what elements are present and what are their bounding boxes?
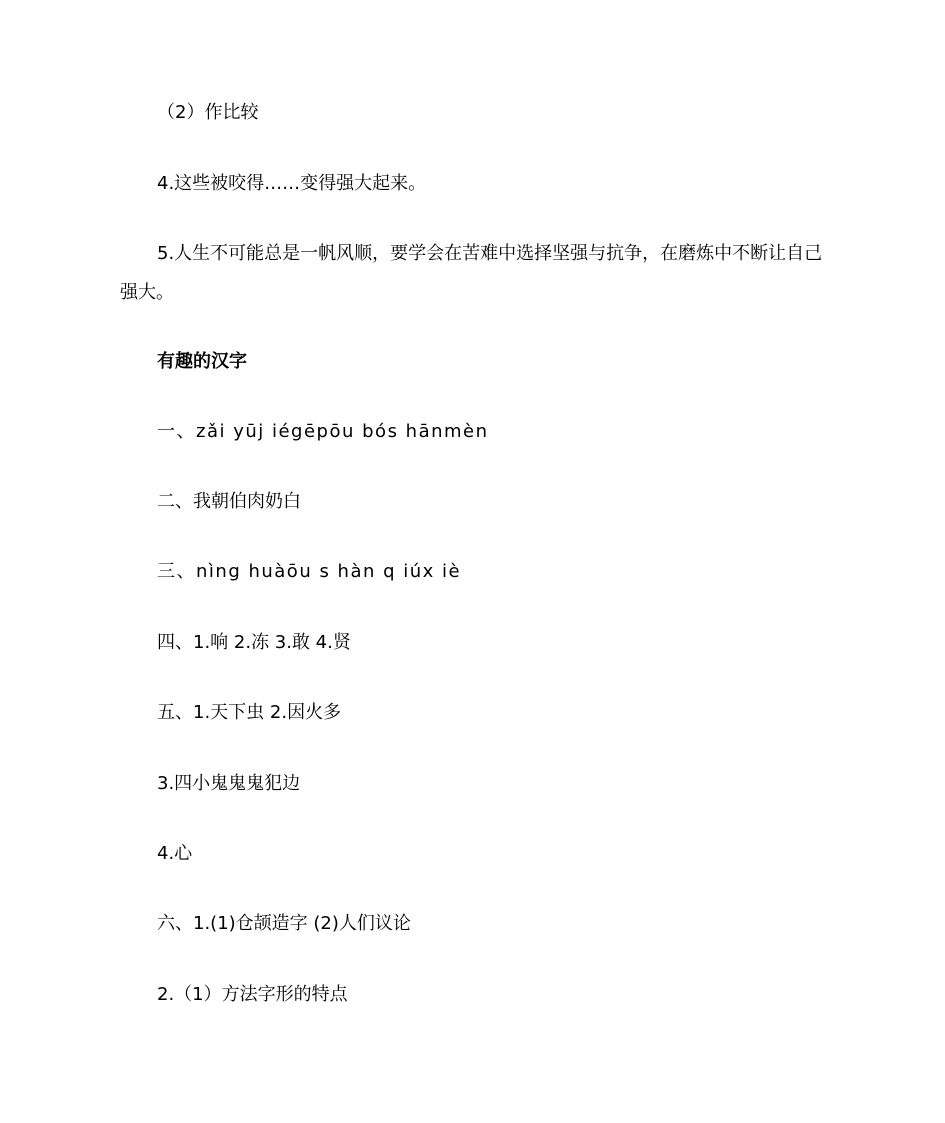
- answer-line-five: 五、1.天下虫 2.因火多: [157, 702, 342, 723]
- answer-line-5-continued: 强大。: [120, 282, 174, 303]
- answer-line-five-4: 4.心: [157, 843, 193, 864]
- answer-line-4: 4.这些被咬得……变得强大起来。: [157, 173, 427, 194]
- answer-line-five-3: 3.四小鬼鬼鬼犯边: [157, 773, 301, 794]
- answer-line-two: 二、我朝伯肉奶白: [157, 491, 301, 512]
- answer-line-compare: （2）作比较: [157, 102, 259, 123]
- answer-line-six-2: 2.（1）方法字形的特点: [157, 984, 348, 1005]
- answer-line-six: 六、1.(1)仓颉造字 (2)人们议论: [157, 913, 411, 934]
- answer-line-one-pinyin: 一、zǎi yūj iégēpōu bós hānmèn: [157, 421, 489, 442]
- answer-line-5: 5.人生不可能总是一帆风顺，要学会在苦难中选择坚强与抗争，在磨炼中不断让自己: [157, 243, 823, 264]
- answer-line-three-pinyin: 三、nìng huàōu s hàn q iúx iè: [157, 561, 462, 582]
- section-heading: 有趣的汉字: [157, 351, 247, 372]
- answer-line-four: 四、1.响 2.冻 3.敢 4.贤: [157, 632, 351, 653]
